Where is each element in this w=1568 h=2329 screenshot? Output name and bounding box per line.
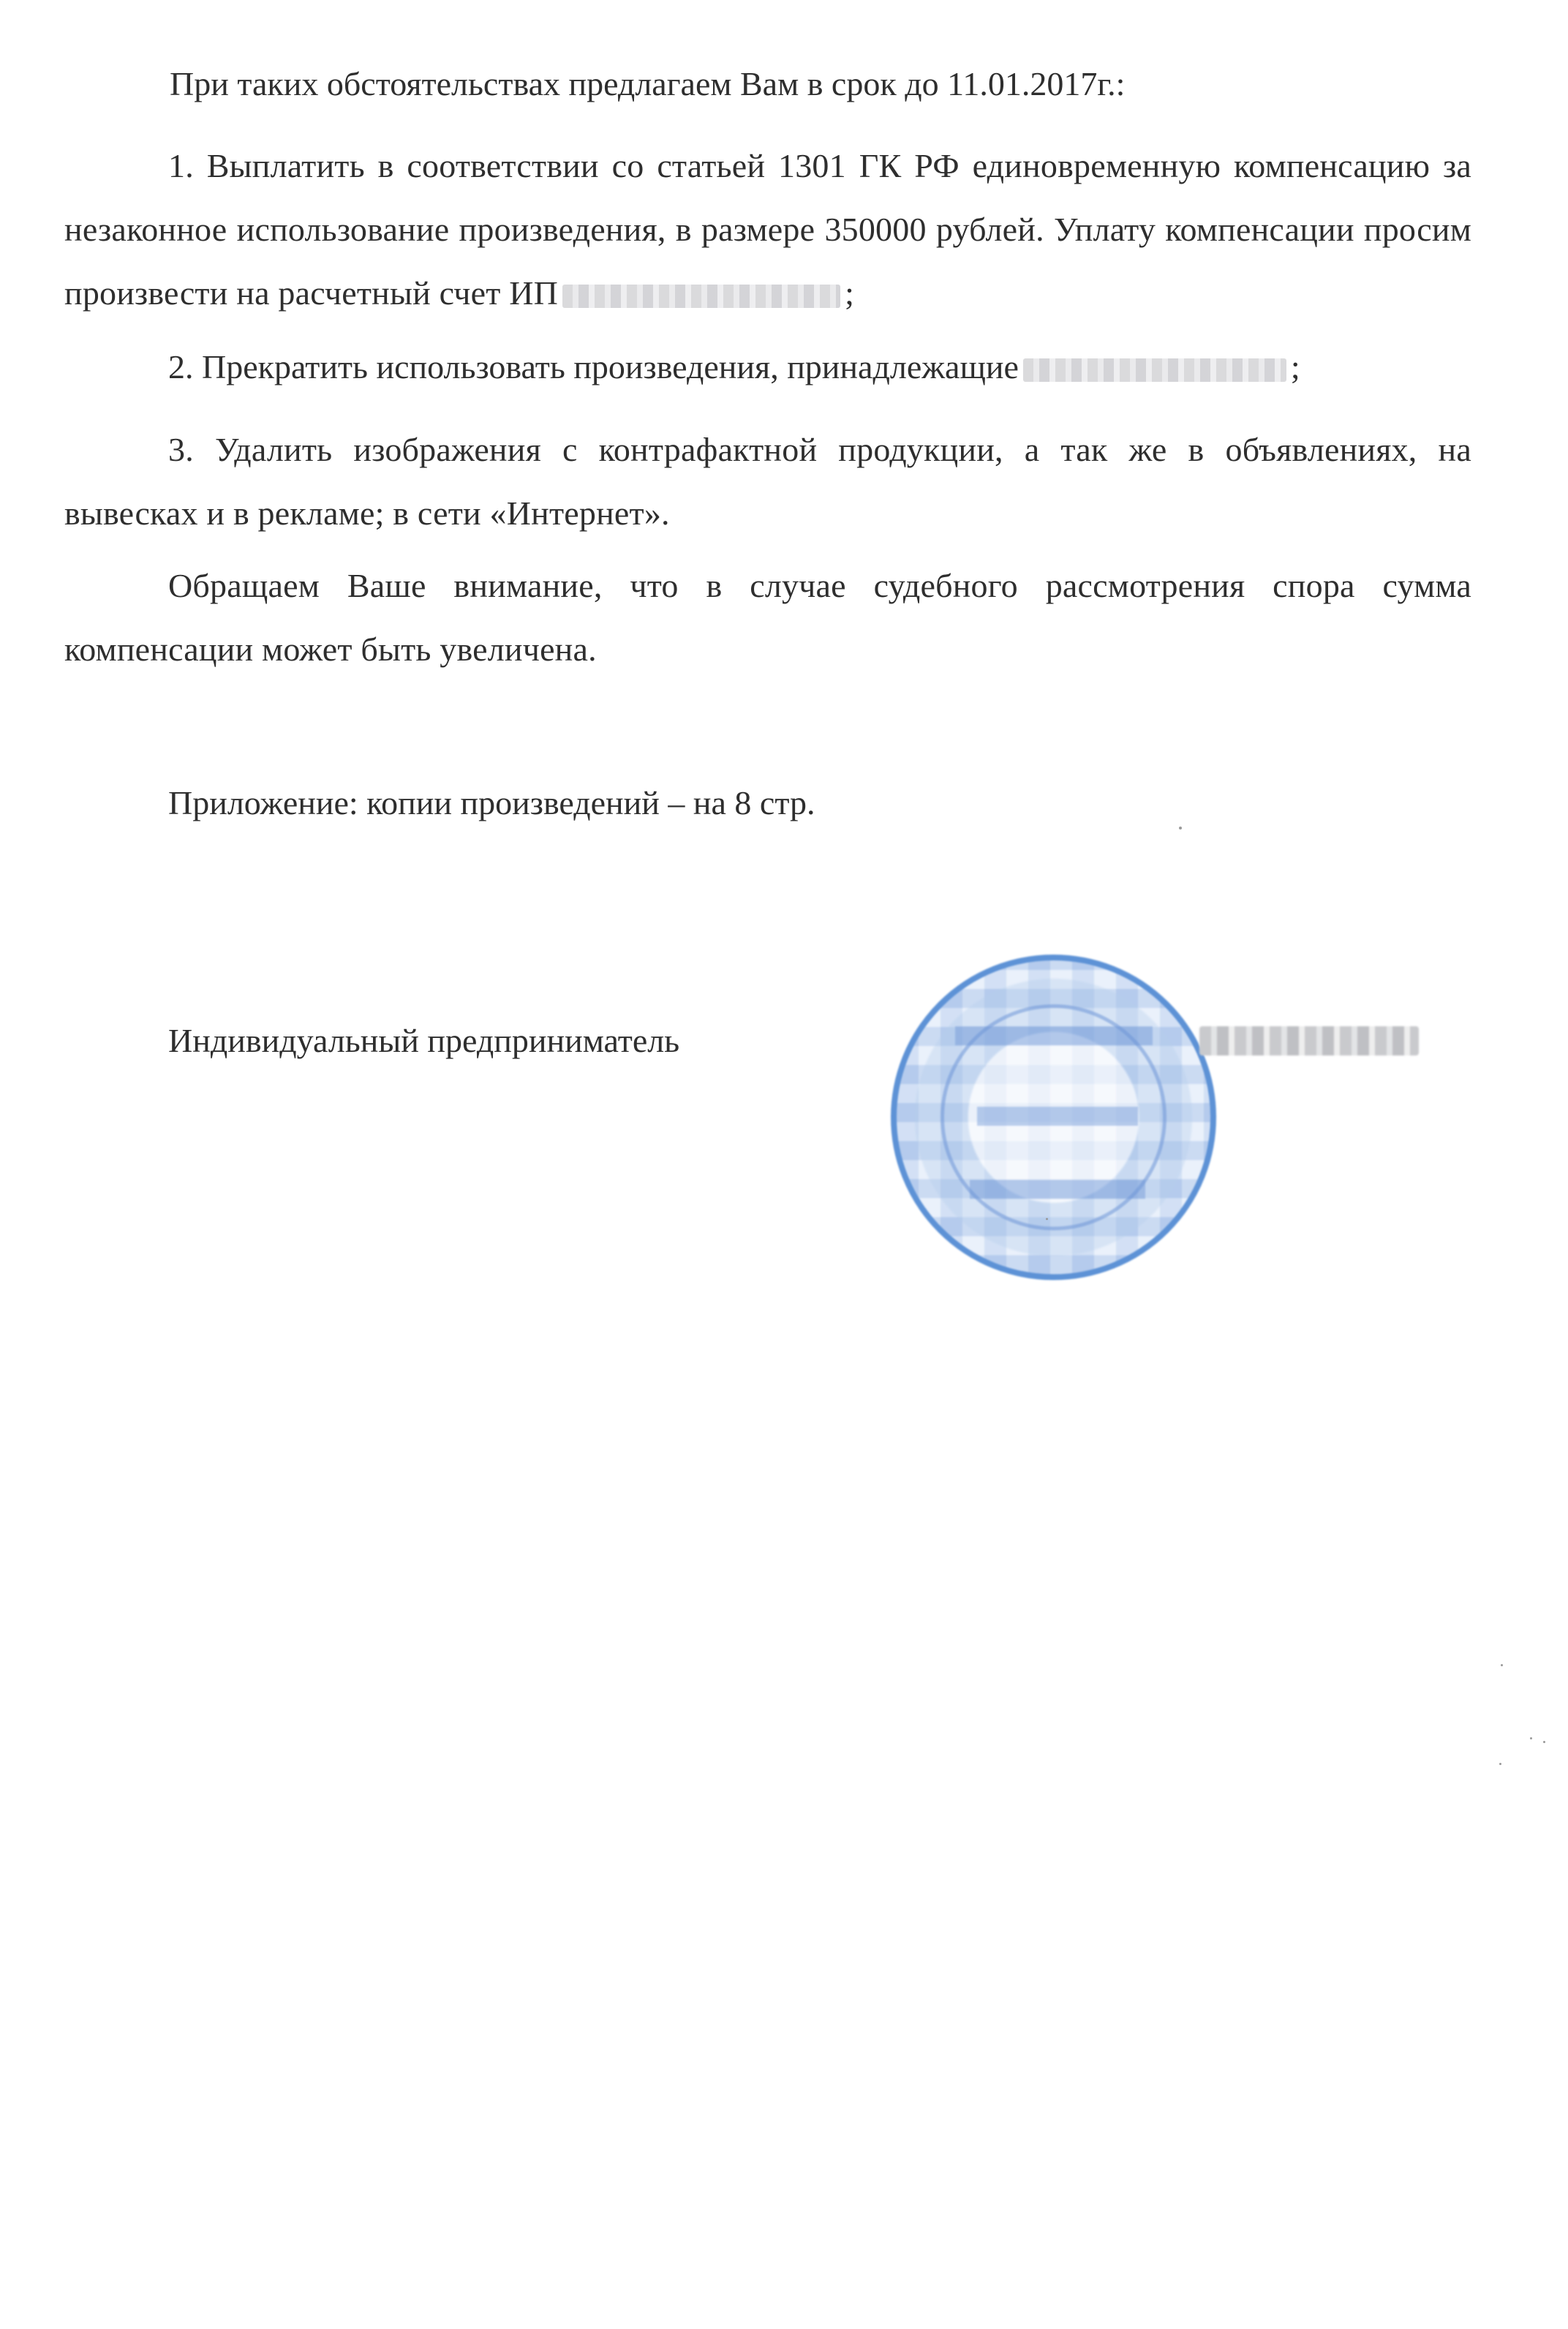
- attachment-text: Приложение: копии произведений – на 8 стр.: [168, 784, 815, 821]
- intro-line: [170, 62, 1125, 106]
- redacted-account-holder: [562, 285, 840, 308]
- seal-band: [970, 1180, 1145, 1199]
- intro-text: При таких обстоятельствах предлагаем Вам в срок до 11.01.2017г.:: [170, 65, 1126, 102]
- scan-speck: [1530, 1737, 1532, 1739]
- signer-title-line: [168, 1019, 679, 1063]
- item-3-paragraph: [64, 418, 1471, 545]
- notice-text: Обращаем Ваше внимание, что в случае судебного рассмотрения спора сумма компенсации может быть увеличена.: [64, 567, 1471, 668]
- item-2-text: 2. Прекратить использовать произведения, принадлежащие: [168, 348, 1019, 385]
- item-2-end: ;: [1290, 348, 1300, 385]
- item-1-end: ;: [845, 274, 855, 312]
- company-seal-stamp: [891, 955, 1216, 1280]
- seal-band: [955, 1026, 1153, 1045]
- scan-speck: [1501, 1664, 1503, 1666]
- signer-title: Индивидуальный предприниматель: [168, 1022, 680, 1059]
- seal-band: [977, 1107, 1138, 1126]
- attachment-line: [168, 781, 815, 825]
- item-1-paragraph: [64, 134, 1471, 325]
- item-2-line: [168, 345, 1300, 389]
- scan-speck: [1499, 1763, 1501, 1765]
- notice-paragraph: [64, 554, 1471, 681]
- scan-speck: [1179, 827, 1182, 829]
- scan-speck: [1543, 1741, 1545, 1743]
- item-3-text: 3. Удалить изображения с контрафактной продукции, а так же в объявлениях, на вывесках и в рекламе; в сети «Интернет».: [64, 431, 1471, 532]
- item-1-text: 1. Выплатить в соответствии со статьей 1301 ГК РФ единовременную компенсацию за незаконное использование произведения, в размере 350000 рублей. Уплату компенсации просим произвести на расчетный счет ИП: [64, 147, 1471, 312]
- scan-speck: [1046, 1218, 1048, 1220]
- redacted-signature: [1199, 1026, 1419, 1056]
- redacted-owner-name: [1023, 358, 1286, 382]
